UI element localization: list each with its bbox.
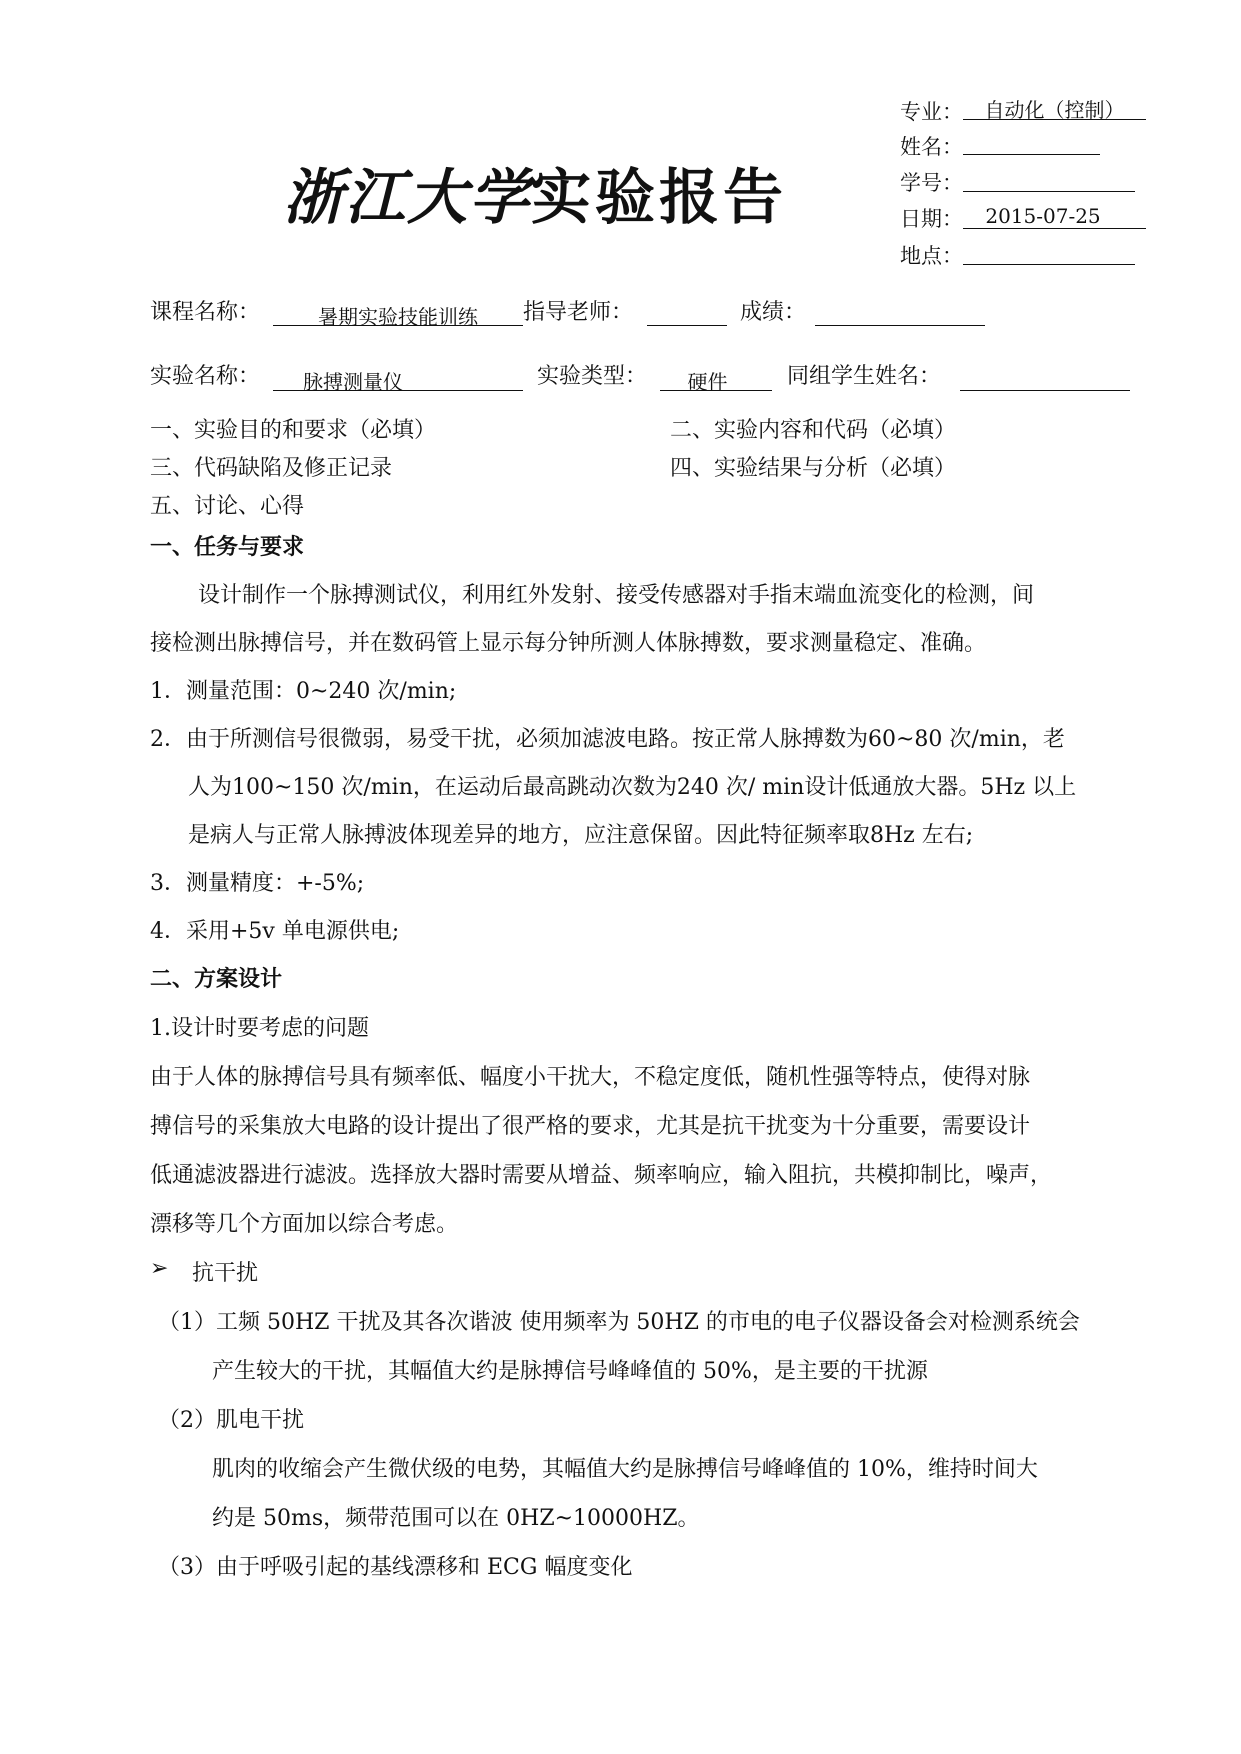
subheading: 1.设计时要考虑的问题 bbox=[150, 1016, 369, 1041]
paragraph: 搏信号的采集放大电路的设计提出了很严格的要求，尤其是抗干扰变为十分重要，需要设计 bbox=[150, 1114, 1031, 1139]
group-label: 同组学生姓名： bbox=[787, 364, 942, 389]
paragraph: 接检测出脉搏信号，并在数码管上显示每分钟所测人体脉搏数，要求测量稳定、准确。 bbox=[150, 631, 987, 656]
date-label: 日期： bbox=[900, 207, 963, 231]
course-label: 课程名称： bbox=[150, 300, 261, 325]
major-value: 自动化（控制） bbox=[984, 98, 1125, 122]
list-item: 2．由于所测信号很微弱，易受干扰，必须加滤波电路。按正常人脉搏数为60~80 次/min，老 bbox=[150, 727, 1065, 752]
location-underline bbox=[963, 264, 1135, 265]
numbered-item-continued: 约是 50ms，频带范围可以在 0HZ~10000HZ。 bbox=[212, 1506, 700, 1531]
outline-item: 一、实验目的和要求（必填） bbox=[150, 418, 437, 443]
paragraph: 低通滤波器进行滤波。选择放大器时需要从增益、频率响应，输入阻抗，共模抑制比，噪声， bbox=[150, 1163, 1053, 1188]
grade-underline bbox=[815, 325, 985, 326]
teacher-label: 指导老师： bbox=[523, 300, 634, 325]
type-label: 实验类型： bbox=[537, 364, 648, 389]
numbered-item: （1）工频 50HZ 干扰及其各次谐波 使用频率为 50HZ 的市电的电子仪器设备会对检测系统会 bbox=[158, 1310, 1080, 1335]
student-id-label: 学号： bbox=[900, 171, 963, 195]
date-underline bbox=[963, 228, 1146, 229]
bullet-text: 抗干扰 bbox=[192, 1261, 259, 1286]
university-logo-title bbox=[283, 150, 787, 236]
bullet-arrow-icon: ➢ bbox=[150, 1256, 169, 1281]
paragraph: 由于人体的脉搏信号具有频率低、幅度小干扰大，不稳定度低，随机性强等特点，使得对脉 bbox=[150, 1065, 1031, 1090]
outline-item: 四、实验结果与分析（必填） bbox=[670, 456, 957, 481]
name-label: 姓名： bbox=[900, 135, 963, 159]
numbered-item-continued: 肌肉的收缩会产生微伏级的电势，其幅值大约是脉搏信号峰峰值的 10%，维持时间大 bbox=[212, 1457, 1038, 1482]
list-item: 3．测量精度：+-5%; bbox=[150, 871, 365, 896]
university-name: 浙江大学 bbox=[283, 163, 531, 233]
outline-item: 五、讨论、心得 bbox=[150, 494, 305, 519]
outline-item: 三、代码缺陷及修正记录 bbox=[150, 456, 393, 481]
experiment-label: 实验名称： bbox=[150, 364, 261, 389]
section-heading: 二、方案设计 bbox=[150, 966, 283, 992]
grade-label: 成绩： bbox=[740, 300, 807, 325]
list-item: 1．测量范围：0~240 次/min; bbox=[150, 679, 457, 704]
type-value: 硬件 bbox=[687, 370, 728, 394]
teacher-underline bbox=[647, 325, 727, 326]
date-value: 2015-07-25 bbox=[985, 204, 1101, 228]
outline-item: 二、实验内容和代码（必填） bbox=[670, 418, 957, 443]
location-label: 地点： bbox=[900, 244, 963, 268]
numbered-item: （3）由于呼吸引起的基线漂移和 ECG 幅度变化 bbox=[158, 1555, 633, 1580]
numbered-item: （2）肌电干扰 bbox=[158, 1408, 304, 1433]
student-id-underline bbox=[963, 191, 1135, 192]
paragraph: 漂移等几个方面加以综合考虑。 bbox=[150, 1212, 459, 1237]
course-value: 暑期实验技能训练 bbox=[318, 305, 478, 329]
major-label: 专业： bbox=[900, 100, 963, 124]
list-item-continued: 人为100~150 次/min，在运动后最高跳动次数为240 次/ min设计低通放大器。5Hz 以上 bbox=[188, 775, 1077, 800]
experiment-value: 脉搏测量仪 bbox=[303, 370, 403, 394]
list-item: 4．采用+5v 单电源供电; bbox=[150, 919, 400, 944]
list-item-continued: 是病人与正常人脉搏波体现差异的地方，应注意保留。因此特征频率取8Hz 左右; bbox=[188, 823, 974, 848]
numbered-item-continued: 产生较大的干扰，其幅值大约是脉搏信号峰峰值的 50%，是主要的干扰源 bbox=[212, 1359, 928, 1384]
paragraph: 设计制作一个脉搏测试仪，利用红外发射、接受传感器对手指末端血流变化的检测，间 bbox=[198, 583, 1035, 608]
section-heading: 一、任务与要求 bbox=[150, 534, 305, 560]
name-underline bbox=[963, 154, 1100, 155]
report-title: 实验报告 bbox=[531, 163, 787, 233]
group-underline bbox=[960, 390, 1130, 391]
